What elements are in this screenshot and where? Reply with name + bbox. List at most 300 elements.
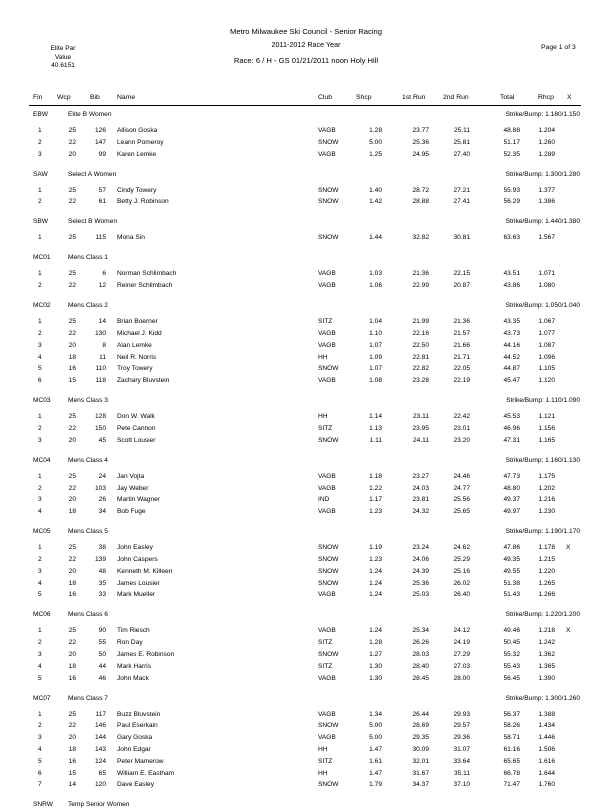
- cell-run2: 24.62: [453, 544, 470, 552]
- cell-name: John Caspers: [117, 556, 158, 563]
- section-title: Select A Women: [68, 170, 117, 178]
- cell-fin: 3: [38, 567, 42, 575]
- cell-shcp: 5.00: [369, 734, 382, 742]
- cell-run2: 21.36: [453, 318, 470, 326]
- cell-run1: 31.67: [412, 769, 429, 777]
- cell-fin: 3: [38, 436, 42, 444]
- cell-wcp: 16: [68, 591, 76, 599]
- cell-fin: 4: [38, 746, 42, 753]
- cell-bib: 144: [94, 734, 106, 742]
- cell-club: SNOW: [318, 556, 339, 563]
- cell-wcp: 18: [68, 353, 76, 361]
- cell-wcp: 22: [68, 198, 76, 206]
- cell-total: 45.47: [503, 377, 520, 385]
- cell-club: SNOW: [318, 544, 339, 552]
- cell-run1: 23.81: [412, 496, 429, 504]
- cell-club: VAGB: [318, 150, 336, 158]
- strike-bump: Strike/Bump: 1.050/1.040: [505, 302, 580, 310]
- cell-run1: 28.72: [412, 186, 429, 194]
- cell-bib: 118: [95, 377, 106, 385]
- cell-bib: 120: [94, 781, 106, 789]
- cell-run2: 24.12: [453, 627, 470, 635]
- cell-rhcp: 1.644: [538, 769, 555, 777]
- cell-fin: 3: [38, 651, 42, 658]
- cell-run2: 27.03: [453, 662, 470, 670]
- cell-shcp: 1.18: [369, 472, 382, 480]
- cell-fin: 1: [38, 186, 42, 194]
- cell-wcp: 22: [68, 282, 76, 290]
- strike-bump: Strike/Bump: 1.300/1.280: [505, 170, 580, 178]
- cell-run2: 25.65: [453, 508, 470, 516]
- cell-run2: 22.42: [453, 413, 470, 421]
- cell-total: 48.80: [503, 484, 520, 492]
- strike-bump: Strike/Bump: 1.440/1.380: [505, 218, 580, 226]
- cell-name: Kenneth M. Killeen: [117, 567, 173, 575]
- cell-club: VAGB: [318, 127, 336, 134]
- cell-club: VAGB: [318, 282, 336, 290]
- cell-wcp: 18: [68, 508, 76, 516]
- cell-shcp: 1.10: [369, 330, 382, 337]
- cell-club: VAGB: [318, 710, 336, 718]
- cell-total: 45.53: [503, 413, 520, 421]
- cell-club: VAGB: [318, 627, 336, 635]
- section-code: SBW: [33, 218, 49, 226]
- cell-run2: 27.41: [453, 198, 470, 206]
- cell-fin: 2: [38, 484, 42, 492]
- cell-wcp: 25: [68, 472, 76, 480]
- cell-fin: 5: [38, 757, 42, 765]
- cell-wcp: 25: [68, 544, 76, 552]
- cell-name: Ron Day: [117, 639, 143, 647]
- cell-wcp: 22: [68, 556, 76, 563]
- cell-name: Paul Eserkain: [117, 722, 158, 730]
- cell-club: HH: [318, 353, 328, 361]
- header-divider: [29, 105, 581, 106]
- cell-total: 49.97: [503, 508, 520, 516]
- cell-bib: 50: [98, 651, 106, 658]
- cell-wcp: 22: [68, 425, 76, 432]
- cell-run2: 25.29: [453, 556, 470, 563]
- cell-shcp: 1.09: [369, 353, 382, 361]
- cell-total: 47.86: [503, 544, 520, 552]
- cell-club: VAGB: [318, 270, 336, 278]
- cell-name: Tim Riesch: [117, 627, 150, 635]
- cell-wcp: 16: [68, 757, 76, 765]
- cell-total: 51.38: [503, 579, 520, 587]
- cell-run2: 29.57: [453, 722, 470, 730]
- cell-wcp: 20: [68, 651, 76, 658]
- cell-run1: 28.69: [412, 722, 429, 730]
- cell-run1: 26.26: [412, 639, 429, 647]
- cell-fin: 3: [38, 496, 42, 504]
- cell-club: SITZ: [318, 318, 333, 326]
- cell-wcp: 25: [68, 710, 76, 718]
- elite-value: 40.6151: [51, 62, 75, 70]
- cell-run1: 30.09: [412, 746, 429, 753]
- cell-wcp: 18: [68, 662, 76, 670]
- cell-fin: 2: [38, 556, 42, 563]
- cell-bib: 11: [99, 353, 106, 361]
- strike-bump: Strike/Bump: 1.300/1.260: [505, 694, 580, 702]
- cell-bib: 24: [98, 472, 106, 480]
- elite-par-label: Elite Par: [50, 45, 76, 52]
- cell-shcp: 1.79: [369, 781, 382, 789]
- section-title: Mens Class 6: [68, 611, 108, 619]
- cell-total: 58.26: [503, 722, 520, 730]
- cell-run1: 28.03: [412, 651, 429, 658]
- cell-shcp: 1.24: [369, 567, 382, 575]
- cell-run1: 24.95: [412, 150, 429, 158]
- cell-club: SITZ: [318, 639, 333, 647]
- section-title: Temp Senior Women: [68, 801, 130, 809]
- cell-club: SITZ: [318, 662, 333, 670]
- cell-wcp: 20: [68, 150, 76, 158]
- cell-club: SNOW: [318, 579, 339, 587]
- cell-shcp: 1.25: [369, 150, 382, 158]
- cell-shcp: 1.13: [369, 425, 382, 432]
- cell-total: 50.45: [503, 639, 520, 647]
- col-name: Name: [117, 94, 136, 101]
- cell-run2: 27.21: [453, 186, 470, 194]
- strike-bump: Strike/Bump: 1.220/1.200: [505, 611, 580, 619]
- section-code: MC06: [33, 611, 51, 619]
- cell-shcp: 1.30: [369, 674, 382, 682]
- cell-club: VAGB: [318, 674, 336, 682]
- cell-run2: 29.36: [453, 734, 470, 742]
- cell-bib: 8: [102, 341, 106, 349]
- section-title: Mens Class 4: [68, 456, 108, 464]
- cell-run2: 31.07: [453, 746, 470, 753]
- cell-bib: 12: [98, 282, 106, 290]
- cell-fin: 2: [38, 722, 42, 730]
- cell-fin: 1: [38, 234, 42, 242]
- cell-total: 66.78: [503, 769, 520, 777]
- cell-run1: 21.99: [412, 318, 429, 326]
- cell-bib: 103: [94, 484, 106, 492]
- cell-name: Cindy Towery: [117, 186, 157, 194]
- cell-bib: 126: [94, 127, 106, 134]
- cell-name: Bob Fuge: [117, 508, 146, 516]
- section-title: Elite B Women: [68, 111, 112, 118]
- cell-wcp: 22: [68, 639, 76, 647]
- cell-club: SNOW: [318, 651, 339, 658]
- cell-name: John Edgar: [117, 746, 151, 753]
- cell-total: 55.32: [503, 651, 520, 658]
- cell-bib: 115: [95, 234, 106, 242]
- cell-rhcp: 1.077: [538, 330, 555, 337]
- cell-fin: 1: [38, 127, 42, 134]
- cell-rhcp: 1.080: [538, 282, 555, 290]
- cell-shcp: 1.17: [369, 496, 382, 504]
- cell-total: 51.17: [503, 138, 520, 146]
- cell-run2: 24.19: [453, 639, 470, 647]
- strike-bump: Strike/Bump: 1.180/1.150: [505, 111, 580, 118]
- cell-run2: 26.40: [453, 591, 470, 599]
- cell-fin: 2: [38, 330, 42, 337]
- cell-shcp: 1.61: [369, 757, 382, 765]
- cell-club: SNOW: [318, 781, 339, 789]
- cell-name: Pete Cannon: [117, 425, 156, 432]
- col-club: Club: [318, 94, 332, 101]
- cell-club: SITZ: [318, 757, 333, 765]
- cell-x: X: [566, 544, 571, 552]
- cell-run2: 21.66: [453, 341, 470, 349]
- cell-total: 43.86: [503, 282, 520, 290]
- cell-total: 49.46: [503, 627, 520, 635]
- cell-bib: 124: [94, 757, 106, 765]
- cell-name: Buzz Bluvstein: [117, 710, 161, 718]
- cell-rhcp: 1.202: [538, 484, 555, 492]
- cell-total: 44.52: [503, 353, 520, 361]
- season-label: 2011-2012 Race Year: [271, 40, 341, 49]
- cell-run1: 25.03: [412, 591, 429, 599]
- report-title: Metro Milwaukee Ski Council - Senior Racing: [230, 27, 382, 36]
- cell-fin: 1: [38, 270, 42, 278]
- cell-bib: 35: [98, 579, 106, 587]
- cell-wcp: 14: [68, 781, 76, 789]
- cell-fin: 6: [38, 377, 42, 385]
- cell-rhcp: 1.204: [538, 127, 555, 134]
- cell-name: Allison Goska: [117, 127, 158, 134]
- cell-wcp: 16: [68, 365, 76, 373]
- cell-name: Mona Sin: [117, 234, 145, 242]
- cell-name: Don W. Walk: [117, 413, 155, 421]
- cell-shcp: 1.07: [369, 341, 382, 349]
- cell-wcp: 25: [68, 186, 76, 194]
- cell-wcp: 25: [68, 270, 76, 278]
- col-bib: Bib: [90, 94, 100, 101]
- cell-fin: 3: [38, 150, 42, 158]
- cell-total: 46.96: [503, 425, 520, 432]
- cell-run2: 30.81: [453, 234, 470, 242]
- cell-run1: 29.35: [412, 734, 429, 742]
- cell-run2: 33.64: [453, 757, 470, 765]
- cell-rhcp: 1.266: [538, 591, 555, 599]
- cell-run1: 23.77: [412, 127, 429, 134]
- cell-bib: 110: [95, 365, 106, 373]
- section-title: Select B Women: [68, 218, 117, 226]
- cell-club: VAGB: [318, 734, 336, 742]
- section-code: EBW: [33, 111, 49, 118]
- cell-run1: 22.99: [412, 282, 429, 290]
- cell-total: 58.71: [503, 734, 520, 742]
- cell-rhcp: 1.087: [538, 341, 555, 349]
- cell-rhcp: 1.216: [538, 496, 555, 504]
- cell-rhcp: 1.446: [538, 734, 555, 742]
- cell-rhcp: 1.242: [538, 639, 555, 647]
- section-code: SAW: [33, 170, 48, 178]
- cell-name: Neil R. Norris: [117, 353, 157, 361]
- cell-bib: 46: [98, 674, 106, 682]
- cell-club: VAGB: [318, 591, 336, 599]
- cell-club: HH: [318, 413, 328, 421]
- cell-shcp: 1.11: [369, 436, 382, 444]
- cell-shcp: 1.06: [369, 282, 382, 290]
- cell-total: 56.37: [503, 710, 520, 718]
- cell-fin: 2: [38, 198, 42, 206]
- cell-run1: 22.82: [412, 365, 429, 373]
- cell-run1: 34.37: [412, 781, 429, 789]
- section-title: Mens Class 1: [68, 254, 108, 262]
- cell-rhcp: 1.230: [538, 508, 555, 516]
- cell-run2: 24.46: [453, 472, 470, 480]
- section-code: MC02: [33, 302, 51, 310]
- elite-par-block: [42, 45, 84, 71]
- section-title: Mens Class 5: [68, 528, 108, 536]
- cell-total: 63.63: [503, 234, 520, 242]
- cell-club: SNOW: [318, 186, 339, 194]
- cell-name: William E. Eastham: [117, 769, 175, 777]
- cell-total: 44.16: [503, 341, 520, 349]
- cell-total: 71.47: [503, 781, 520, 789]
- cell-club: VAGB: [318, 484, 336, 492]
- cell-run1: 24.11: [412, 436, 429, 444]
- cell-shcp: 1.47: [369, 746, 382, 753]
- cell-shcp: 1.27: [369, 651, 382, 658]
- cell-bib: 147: [94, 138, 106, 146]
- cell-fin: 3: [38, 734, 42, 742]
- cell-rhcp: 1.365: [538, 662, 555, 670]
- cell-wcp: 20: [68, 496, 76, 504]
- cell-run1: 22.16: [412, 330, 429, 337]
- cell-name: James E. Robinson: [117, 651, 175, 658]
- cell-fin: 4: [38, 662, 42, 670]
- cell-run1: 24.32: [412, 508, 429, 516]
- cell-club: SNOW: [318, 138, 339, 146]
- cell-bib: 48: [98, 567, 106, 575]
- cell-wcp: 25: [68, 413, 76, 421]
- cell-run2: 22.19: [453, 377, 470, 385]
- cell-run2: 37.10: [453, 781, 470, 789]
- cell-name: Karen Lemke: [117, 150, 157, 158]
- cell-name: Reiner Schlimbach: [117, 282, 173, 290]
- cell-rhcp: 1.388: [538, 710, 555, 718]
- cell-run1: 23.95: [412, 425, 429, 432]
- cell-total: 52.35: [503, 150, 520, 158]
- cell-run1: 23.11: [412, 413, 429, 421]
- cell-wcp: 22: [68, 484, 76, 492]
- cell-run1: 23.27: [412, 472, 429, 480]
- cell-bib: 130: [94, 330, 106, 337]
- cell-fin: 4: [38, 579, 42, 587]
- cell-fin: 2: [38, 425, 42, 432]
- cell-total: 61.16: [503, 746, 520, 753]
- cell-name: Leann Pomeroy: [117, 138, 164, 146]
- cell-run1: 21.36: [412, 270, 429, 278]
- section-code: MC04: [33, 456, 51, 464]
- cell-fin: 3: [38, 341, 42, 349]
- section-title: Mens Class 3: [68, 397, 108, 405]
- cell-club: VAGB: [318, 508, 336, 516]
- cell-wcp: 22: [68, 330, 76, 337]
- cell-rhcp: 1.156: [538, 425, 555, 432]
- cell-name: Brian Boerner: [117, 318, 158, 326]
- cell-rhcp: 1.260: [538, 138, 555, 146]
- cell-rhcp: 1.220: [538, 567, 555, 575]
- cell-bib: 61: [98, 198, 106, 206]
- cell-wcp: 25: [68, 234, 76, 242]
- cell-club: SNOW: [318, 567, 339, 575]
- cell-fin: 2: [38, 282, 42, 290]
- col-x: X: [567, 94, 572, 101]
- cell-rhcp: 1.165: [538, 436, 555, 444]
- col-wcp: Wcp: [57, 94, 71, 101]
- cell-run2: 25.11: [453, 127, 470, 134]
- cell-total: 43.35: [503, 318, 520, 326]
- cell-total: 49.55: [503, 567, 520, 575]
- cell-club: VAGB: [318, 330, 336, 337]
- cell-name: Norman Schlimbach: [117, 270, 177, 278]
- cell-fin: 5: [38, 674, 42, 682]
- cell-name: Jan Vojta: [117, 472, 145, 480]
- cell-wcp: 15: [68, 377, 76, 385]
- cell-run2: 27.40: [453, 150, 470, 158]
- cell-name: John Easley: [117, 544, 153, 552]
- cell-club: VAGB: [318, 341, 336, 349]
- cell-club: SNOW: [318, 234, 339, 242]
- cell-shcp: 1.24: [369, 591, 382, 599]
- cell-wcp: 22: [68, 722, 76, 730]
- cell-wcp: 25: [68, 127, 76, 134]
- cell-wcp: 20: [68, 341, 76, 349]
- cell-x: X: [566, 627, 571, 635]
- cell-fin: 2: [38, 138, 42, 146]
- cell-run2: 23.20: [453, 436, 470, 444]
- cell-fin: 2: [38, 639, 42, 647]
- section-title: Mens Class 2: [68, 302, 108, 310]
- cell-wcp: 16: [68, 674, 76, 682]
- cell-run1: 25.34: [412, 627, 429, 635]
- cell-shcp: 1.08: [369, 377, 382, 385]
- cell-rhcp: 1.386: [538, 198, 555, 206]
- cell-total: 47.73: [503, 472, 520, 480]
- cell-bib: 128: [94, 413, 106, 421]
- cell-name: Betty J. Robinson: [117, 198, 169, 206]
- cell-run1: 24.03: [412, 484, 429, 492]
- cell-shcp: 1.40: [369, 186, 382, 194]
- cell-name: Michael J. Kidd: [117, 330, 162, 337]
- cell-fin: 1: [38, 627, 42, 635]
- cell-name: James Lousier: [117, 579, 160, 587]
- cell-rhcp: 1.175: [538, 472, 555, 480]
- cell-bib: 143: [94, 746, 106, 753]
- section-code: MC01: [33, 254, 51, 262]
- cell-shcp: 1.23: [369, 556, 382, 563]
- section-code: SNRW: [33, 801, 54, 809]
- cell-run1: 28.45: [412, 674, 429, 682]
- cell-club: SNOW: [318, 198, 339, 206]
- cell-bib: 6: [102, 270, 106, 278]
- cell-run1: 23.24: [412, 544, 429, 552]
- cell-run2: 21.71: [453, 353, 470, 361]
- cell-fin: 4: [38, 508, 42, 516]
- cell-run2: 22.05: [453, 365, 470, 373]
- cell-bib: 150: [94, 425, 106, 432]
- cell-total: 65.65: [503, 757, 520, 765]
- cell-name: Scott Lousier: [117, 436, 156, 444]
- cell-name: Mark Harris: [117, 662, 152, 670]
- cell-shcp: 1.04: [369, 318, 382, 326]
- cell-club: SNOW: [318, 722, 339, 730]
- cell-fin: 4: [38, 353, 42, 361]
- cell-wcp: 20: [68, 567, 76, 575]
- cell-name: Gary Goska: [117, 734, 153, 742]
- cell-club: SNOW: [318, 436, 339, 444]
- cell-shcp: 1.44: [369, 234, 382, 242]
- cell-bib: 33: [98, 591, 106, 599]
- page-number: Page 1 of 3: [541, 44, 576, 51]
- cell-fin: 1: [38, 472, 42, 480]
